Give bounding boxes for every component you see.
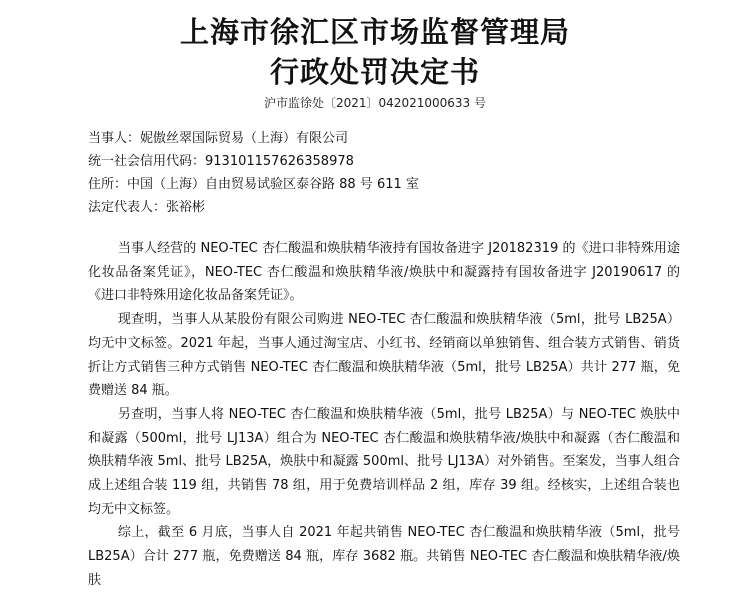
party-name: 当事人：妮傲丝翠国际贸易（上海）有限公司 — [88, 131, 349, 146]
paragraph: 当事人经营的 NEO-TEC 杏仁酸温和焕肤精华液持有国妆备进字 J20182319 的《进口非特殊用途化妆品备案凭证》，NEO-TEC 杏仁酸温和焕肤精华液/焕肤中和凝露持有国妆备进字 J20190617 的《进口非特殊用途化妆品备案凭证》。 — [88, 241, 680, 304]
document-type-title: 行政处罚决定书 — [269, 55, 480, 89]
party-address: 住所：中国（上海）自由贸易试验区泰谷路 88 号 611 室 — [88, 177, 419, 192]
legal-representative: 法定代表人：张裕彬 — [88, 200, 206, 215]
agency-title: 上海市徐汇区市场监督管理局 — [179, 15, 570, 49]
credit-code: 统一社会信用代码：91310115762635897​8 — [88, 154, 354, 169]
party-info — [88, 127, 419, 219]
document-body — [88, 237, 680, 593]
paragraph: 综上，截至 6 月底，当事人自 2021 年起共销售 NEO-TEC 杏仁酸温和焕肤精华液（5ml，批号 LB25A）合计 277 瓶，免费赠送 84 瓶，库存 3682 瓶。共销售 NEO-TEC 杏仁酸温和焕肤精华液/焕肤 — [88, 525, 680, 588]
paragraph: 另查明，当事人将 NEO-TEC 杏仁酸温和焕肤精华液（5ml，批号 LB25A）与 NEO-TEC 焕肤中和凝露（500ml，批号 LJ13A）组合为 NEO-TEC 杏仁酸温和焕肤精华液/焕肤中和凝露（杏仁酸温和焕肤精华液 5ml、批号 LB25A，焕肤中和凝露 500ml、批号 LJ13A）对外销售。至案发，当事人组合成上述组合装 119 组，共销售 78 组，用于免费培训样品 2 组，库存 39 组。经核实，上述组合装也均无中文标签。 — [88, 406, 680, 517]
paragraph: 现查明，当事人从某股份有限公司购进 NEO-TEC 杏仁酸温和焕肤精华液（5ml，批号 LB25A）均无中文标签。2021 年起，当事人通过淘宝店、小红书、经销商以单独销售、组合装方式销售、销货折让方式销售三种方式销售 NEO-TEC 杏仁酸温和焕肤精华液（5ml，批号 LB25A）共计 277 瓶，免费赠送 84 瓶。 — [88, 312, 680, 399]
document-number: 沪市监徐处〔2021〕042021000633 号 — [264, 96, 486, 110]
